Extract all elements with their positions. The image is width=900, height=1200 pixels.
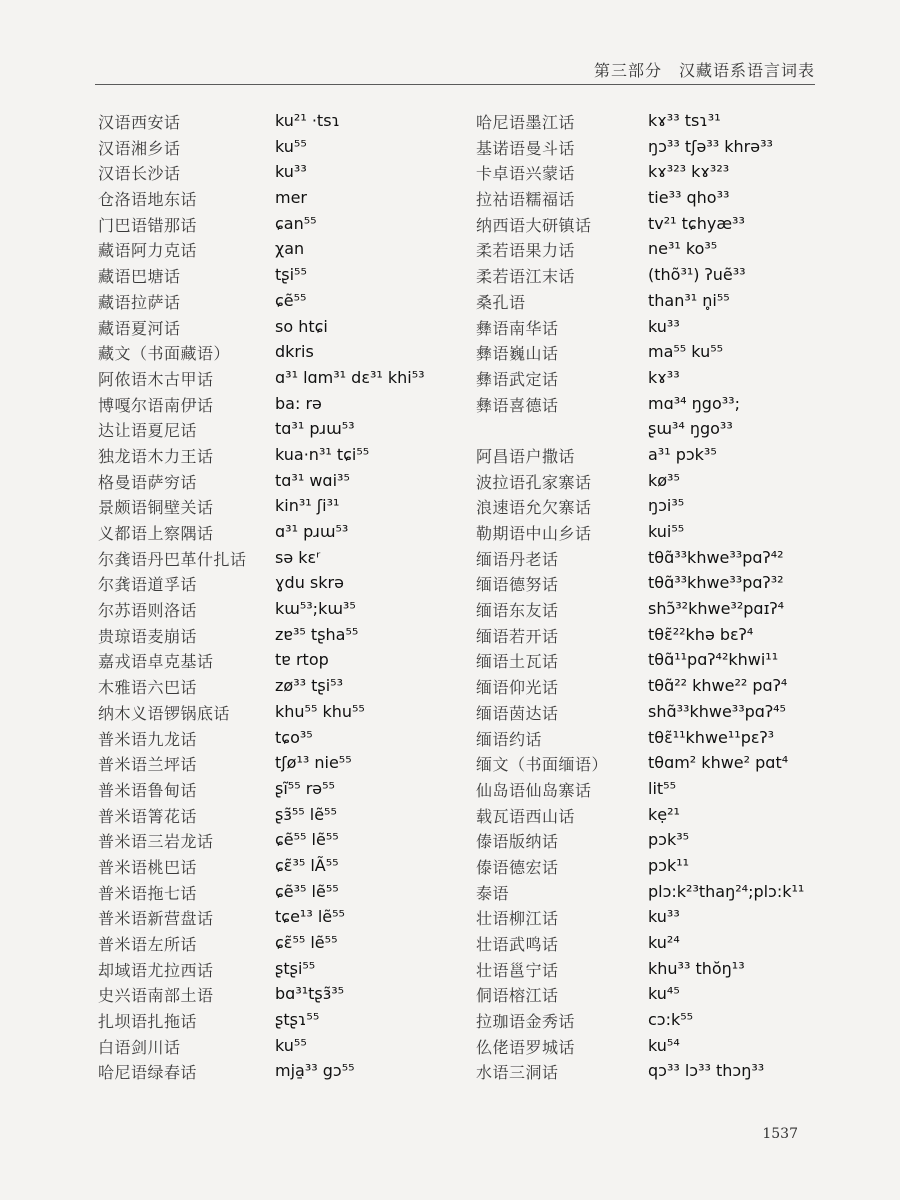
language-name: 藏语夏河话 [98, 318, 181, 338]
language-name: 纳木义语锣锅底话 [98, 703, 231, 723]
phonetic-form: ɕɛ̃³⁵ lÃ⁵⁵ [275, 855, 339, 875]
phonetic-form: plɔ:k²³thaŋ²⁴;plɔ:k¹¹ [648, 881, 805, 901]
language-name: 藏语阿力克话 [98, 241, 198, 261]
language-name: 水语三洞话 [476, 1063, 559, 1083]
phonetic-form: mer [275, 188, 308, 208]
language-name: 白语剑川话 [98, 1037, 181, 1057]
language-name: 阿侬语木古甲话 [98, 369, 214, 389]
phonetic-form: kɤ³³ tsɿ³¹ [648, 111, 721, 130]
language-name: 彝语喜德话 [476, 395, 559, 415]
phonetic-form: tθɑ̃³³khwe³³pɑʔ³² [648, 573, 784, 593]
phonetic-form: ʂɜ̃⁵⁵ lẽ⁵⁵ [275, 804, 337, 824]
language-name: 普米语三岩龙话 [98, 832, 214, 852]
phonetic-form: tɑ³¹ wɑi³⁵ [275, 470, 350, 490]
language-name: 缅语仰光话 [476, 678, 559, 698]
language-name: 柔若语果力话 [476, 241, 576, 261]
phonetic-form: ku²¹ ·tsɿ [275, 111, 341, 130]
language-name: 缅语茵达话 [476, 703, 559, 723]
language-name: 阿昌语户撒话 [476, 446, 576, 466]
language-name: 普米语新营盘话 [98, 909, 214, 929]
phonetic-form: ɕẽ⁵⁵ [275, 290, 307, 310]
phonetic-form: shɑ̃³³khwe³³pɑʔ⁴⁵ [648, 701, 786, 721]
phonetic-form: ʂtʂi⁵⁵ [275, 958, 316, 978]
language-name: 尔龚语丹巴革什扎话 [98, 549, 247, 569]
language-name: 缅语约话 [476, 729, 543, 749]
phonetic-form: kɯ⁵³;kɯ³⁵ [275, 599, 356, 619]
phonetic-form: lit⁵⁵ [648, 778, 676, 798]
language-name: 普米语左所话 [98, 935, 198, 954]
phonetic-form: dkris [275, 342, 314, 362]
language-name: 缅语土瓦话 [476, 652, 559, 672]
phonetic-form: ku²⁴ [648, 933, 680, 952]
phonetic-form: kui⁵⁵ [648, 522, 685, 541]
phonetic-form: ʂɯ³⁴ ŋgo³³ [648, 419, 733, 439]
language-name: 藏语巴塘话 [98, 267, 181, 287]
language-name: 尔苏语则洛话 [98, 601, 198, 621]
phonetic-form: pɔk¹¹ [648, 855, 690, 875]
phonetic-form: tθɑ̃²² khwe²² pɑʔ⁴ [648, 676, 788, 696]
phonetic-form: ma⁵⁵ ku⁵⁵ [648, 342, 724, 362]
phonetic-form: than³¹ n̥i⁵⁵ [648, 290, 730, 310]
language-name: 载瓦语西山话 [476, 806, 576, 826]
phonetic-form: tie³³ qho³³ [648, 188, 730, 208]
running-header [95, 58, 815, 85]
phonetic-form: ku³³ [648, 907, 680, 927]
phonetic-form: (thõ³¹) ʔuẽ³³ [648, 265, 746, 285]
phonetic-form: cɔ:k⁵⁵ [648, 1010, 694, 1030]
language-name: 尔龚语道孚话 [98, 575, 198, 595]
phonetic-form: ne³¹ ko³⁵ [648, 239, 718, 259]
phonetic-form: ɣdu skrə [275, 573, 344, 593]
language-name: 缅语东友话 [476, 601, 559, 621]
phonetic-form: bɑ³¹tʂɜ̃³⁵ [275, 984, 345, 1004]
phonetic-form: kø³⁵ [648, 470, 680, 490]
language-name: 哈尼语绿春话 [98, 1063, 198, 1083]
language-name: 汉语湘乡话 [98, 138, 181, 158]
phonetic-form: ku³³ [648, 316, 680, 336]
language-name: 缅语德努话 [476, 575, 559, 595]
language-name: 扎坝语扎拖话 [98, 1012, 198, 1032]
phonetic-form: mɑ³⁴ ŋgo³³; [648, 393, 740, 413]
phonetic-form: a³¹ pɔk³⁵ [648, 444, 717, 464]
language-name: 缅语若开话 [476, 626, 559, 646]
phonetic-form: tɑ³¹ pɹɯ⁵³ [275, 419, 355, 439]
language-name: 汉语长沙话 [98, 164, 181, 184]
phonetic-form: ʂĩ⁵⁵ rə⁵⁵ [275, 778, 335, 798]
phonetic-form: khu⁵⁵ khu⁵⁵ [275, 701, 365, 721]
phonetic-form: tʂi⁵⁵ [275, 265, 307, 285]
language-name: 傣语版纳话 [476, 832, 559, 852]
language-name: 勒期语中山乡话 [476, 524, 592, 543]
phonetic-form: χan [275, 239, 305, 259]
phonetic-form: ku⁵⁵ [275, 136, 307, 156]
phonetic-form: kin³¹ ʃi³¹ [275, 496, 340, 516]
language-name: 独龙语木力王话 [98, 446, 214, 466]
phonetic-form: ʂtʂɿ⁵⁵ [275, 1010, 320, 1030]
phonetic-form: ɕan⁵⁵ [275, 213, 317, 233]
language-name: 义都语上察隅话 [98, 524, 214, 543]
language-name: 博嘎尔语南伊话 [98, 395, 214, 415]
language-name: 仓洛语地东话 [98, 190, 198, 210]
language-name: 彝语武定话 [476, 369, 559, 389]
phonetic-form: ŋɔ³³ tʃə³³ khrə³³ [648, 136, 773, 156]
phonetic-form: ŋɔi³⁵ [648, 496, 685, 516]
phonetic-form: so htɕi [275, 316, 328, 336]
phonetic-form: shɔ̃³²khwe³²pɑɪʔ⁴ [648, 599, 785, 619]
language-name: 门巴语错那话 [98, 215, 198, 235]
language-name: 普米语桃巴话 [98, 857, 198, 877]
phonetic-form: pɔk³⁵ [648, 830, 690, 850]
phonetic-form: zɐ³⁵ tʂha⁵⁵ [275, 624, 359, 644]
language-name: 贵琼语麦崩话 [98, 626, 198, 646]
phonetic-form: khu³³ thŏŋ¹³ [648, 958, 745, 978]
header-text: 第三部分 汉藏语系语言词表 [593, 61, 815, 80]
language-name: 仙岛语仙岛寨话 [476, 780, 592, 800]
phonetic-form: ɕẽ³⁵ lẽ⁵⁵ [275, 881, 339, 901]
language-name: 傣语德宏话 [476, 857, 559, 877]
language-name: 普米语拖七话 [98, 883, 198, 903]
language-name: 拉祜语糯福话 [476, 190, 576, 210]
language-name: 汉语西安话 [98, 113, 181, 132]
phonetic-form: ku³³ [275, 162, 307, 182]
language-name: 普米语兰坪话 [98, 755, 198, 775]
language-name: 却域语尤拉西话 [98, 960, 214, 980]
phonetic-form: tɕo³⁵ [275, 727, 313, 747]
phonetic-form: tʃø¹³ nie⁵⁵ [275, 753, 352, 773]
phonetic-form: ɑ³¹ pɹɯ⁵³ [275, 522, 349, 541]
language-name: 壮语武鸣话 [476, 935, 559, 954]
phonetic-form: kɤ³²³ kɤ³²³ [648, 162, 730, 182]
language-name: 波拉语孔家寨话 [476, 472, 592, 492]
language-name: 藏语拉萨话 [98, 292, 181, 312]
language-name: 泰语 [476, 883, 510, 903]
phonetic-form: tv²¹ tɕhyæ³³ [648, 213, 745, 233]
phonetic-form: tθɑm² khwe² pɑt⁴ [648, 753, 789, 773]
phonetic-form: ɕẽ⁵⁵ lẽ⁵⁵ [275, 830, 339, 850]
phonetic-form: tθɛ̃²²khə bɛʔ⁴ [648, 624, 754, 644]
language-name: 柔若语江末话 [476, 267, 576, 287]
phonetic-form: qɔ³³ lɔ³³ thɔŋ³³ [648, 1061, 765, 1081]
phonetic-form: ku⁵⁵ [275, 1035, 307, 1055]
language-name: 景颇语铜壁关话 [98, 498, 214, 518]
language-name: 普米语九龙话 [98, 729, 198, 749]
phonetic-form: tθɑ̃¹¹pɑʔ⁴²khwi¹¹ [648, 650, 779, 670]
phonetic-form: sə kɛʳ [275, 547, 321, 567]
language-name: 桑孔语 [476, 292, 526, 312]
language-name: 仫佬语罗城话 [476, 1037, 576, 1057]
language-name: 格曼语萨穷话 [98, 472, 198, 492]
language-name: 缅文（书面缅语） [476, 755, 609, 775]
language-name: 彝语巍山话 [476, 344, 559, 364]
language-name: 纳西语大研镇话 [476, 215, 592, 235]
language-name: 史兴语南部土语 [98, 986, 214, 1006]
language-name: 藏文（书面藏语） [98, 344, 231, 364]
page-number: 1537 [762, 1126, 798, 1142]
language-name: 木雅语六巴话 [98, 678, 198, 698]
language-name: 侗语榕江话 [476, 986, 559, 1006]
language-name: 基诺语曼斗话 [476, 138, 576, 158]
phonetic-form: ku⁵⁴ [648, 1035, 680, 1055]
language-name: 拉珈语金秀话 [476, 1012, 576, 1032]
phonetic-form: ɑ³¹ lɑm³¹ dɛ³¹ khi⁵³ [275, 367, 425, 387]
language-name: 卡卓语兴蒙话 [476, 164, 576, 184]
language-name: 彝语南华话 [476, 318, 559, 338]
language-name: 壮语柳江话 [476, 909, 559, 929]
language-name: 哈尼语墨江话 [476, 113, 576, 132]
phonetic-form: tθɛ̃¹¹khwe¹¹pɛʔ³ [648, 727, 775, 747]
language-name: 浪速语允欠寨话 [476, 498, 592, 518]
phonetic-form: tɕe¹³ lẽ⁵⁵ [275, 907, 345, 927]
phonetic-form: kẹ²¹ [648, 804, 680, 824]
phonetic-form: zø³³ tʂi⁵³ [275, 676, 343, 696]
phonetic-form: ku⁴⁵ [648, 984, 680, 1004]
language-name: 普米语箐花话 [98, 806, 198, 826]
language-name: 缅语丹老话 [476, 549, 559, 569]
language-name: 达让语夏尼话 [98, 421, 198, 441]
phonetic-form: ba: rə [275, 393, 322, 413]
language-name: 嘉戎语卓克基话 [98, 652, 214, 672]
phonetic-form: ɕɛ̃⁵⁵ lẽ⁵⁵ [275, 933, 338, 952]
language-name: 普米语鲁甸话 [98, 780, 198, 800]
language-name: 壮语邕宁话 [476, 960, 559, 980]
phonetic-form: kua·n³¹ tɕi⁵⁵ [275, 444, 370, 464]
phonetic-form: kɤ³³ [648, 367, 680, 387]
phonetic-form: mja̱³³ gɔ⁵⁵ [275, 1061, 355, 1081]
phonetic-form: tɐ rtop [275, 650, 329, 670]
phonetic-form: tθɑ̃³³khwe³³pɑʔ⁴² [648, 547, 784, 567]
